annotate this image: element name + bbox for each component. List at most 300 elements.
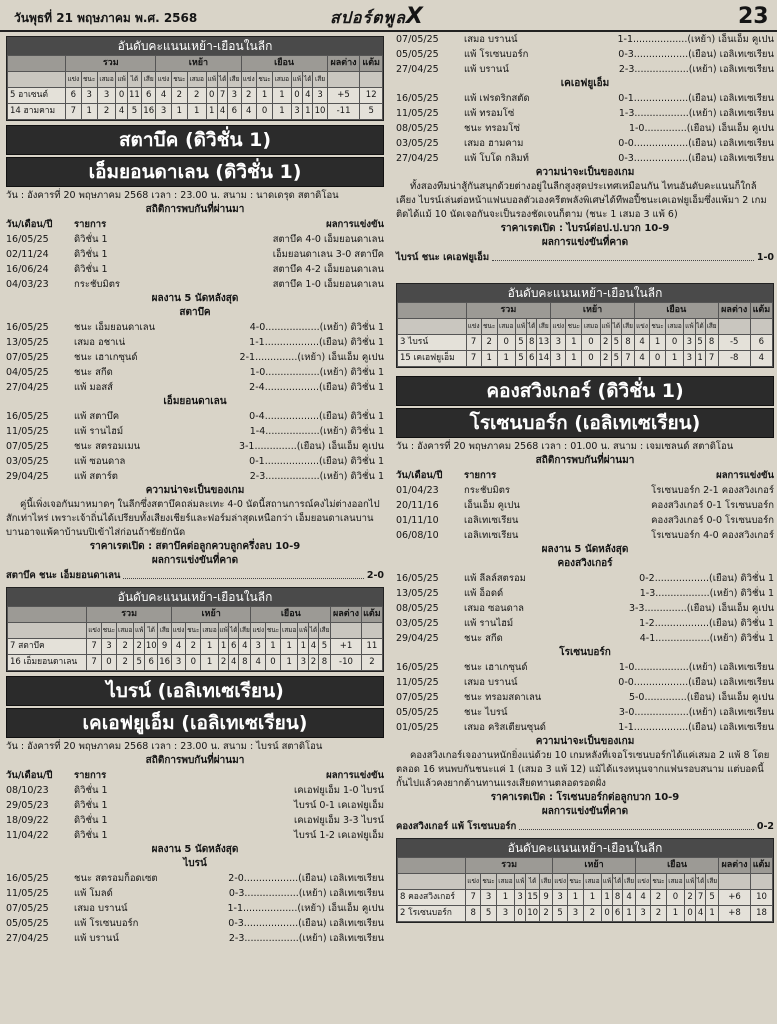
table-cell: 0 xyxy=(265,655,280,671)
table-row xyxy=(8,88,383,104)
result-row xyxy=(6,871,384,886)
table-cell: 4 xyxy=(171,639,185,655)
score-cell: 1-0..................(เหย้า) เอลิเทเซเรียน xyxy=(618,662,774,673)
score-cell: 2-3..................(เหย้า) เอลิเทเซเรียน xyxy=(618,64,774,75)
column-header: แพ้ xyxy=(116,72,127,88)
table-cell: 1 xyxy=(187,104,206,120)
column-header: แพ้ xyxy=(298,623,309,639)
date-cell: 11/05/25 xyxy=(396,677,439,688)
group-header: รวม xyxy=(466,858,553,874)
form-list-m2-teamB xyxy=(396,91,774,166)
table-cell: 7 xyxy=(466,335,481,351)
team-name: 14 ฮามคาม xyxy=(8,104,66,120)
odds-text: ราคาเรตเปิด : สตาบึคต่อลูกควบลูกครึ่งลบ 10-9 xyxy=(89,541,301,552)
table-cell: 2 xyxy=(97,104,116,120)
table-cell: +1 xyxy=(331,639,362,655)
table-cell: 16 xyxy=(158,655,171,671)
group-header: แต้ม xyxy=(750,303,772,319)
score-cell: 2-3..................(เหย้า) เอลิเทเซเรียน xyxy=(228,933,384,944)
result-row xyxy=(396,675,774,690)
table-cell: 7 xyxy=(217,88,227,104)
table-cell: 8 xyxy=(239,655,251,671)
group-header: แต้ม xyxy=(750,858,772,874)
result-row xyxy=(396,32,774,47)
score-cell: ไบรน์ 1-2 เคเอฟยูเอ็ม xyxy=(293,830,384,841)
table-cell: 2 xyxy=(186,639,201,655)
table-cell: 6 xyxy=(142,88,156,104)
result-header: ผลการแข่งขัน xyxy=(326,770,384,781)
team-name: 16 เอ็มยอนดาเลน xyxy=(8,655,87,671)
group-header: รวม xyxy=(66,56,156,72)
table-cell: 1 xyxy=(281,655,298,671)
column-header: แข่ง xyxy=(466,319,481,335)
table-cell: 2 xyxy=(361,655,382,671)
score-cell: 0-0..................(เยือน) เอลิเทเซเรียน xyxy=(618,138,774,149)
h2h-row xyxy=(6,783,384,798)
score-cell: 4-1..................(เหย้า) ดิวิชั่น 1 xyxy=(639,633,774,644)
table-cell: 5 xyxy=(611,351,621,367)
table-cell: 3 xyxy=(228,88,241,104)
table-cell: 2 xyxy=(187,88,206,104)
event-cell: แพ้ รานไฮม์ xyxy=(464,618,514,629)
table-cell: 5 xyxy=(706,890,719,906)
table-cell: 14 xyxy=(537,351,551,367)
table-cell: 1 xyxy=(201,655,218,671)
score-cell: 1-1..................(เหย้า) เอ็นเอ็ม คูเปน xyxy=(617,34,774,45)
team-a-heading: ไบรน์ xyxy=(183,858,207,869)
group-header: ผลต่าง xyxy=(327,56,360,72)
result-row xyxy=(6,320,384,335)
table-cell: +6 xyxy=(719,890,751,906)
score-cell: 0-2..................(เยือน) ดิวิชั่น 1 xyxy=(639,573,774,584)
column-header xyxy=(750,319,772,335)
table-cell: 6 xyxy=(145,655,158,671)
table-cell: 1 xyxy=(481,351,497,367)
score-cell: คองสวิงเกอร์ 0-1 โรเซนบอร์ก xyxy=(651,500,774,511)
score-cell: 0-3..................(เยือน) เอลิเทเซเรียน xyxy=(618,153,774,164)
column-header: ได้ xyxy=(217,72,227,88)
date-cell: 06/08/10 xyxy=(396,530,439,541)
score-cell: 3-0..................(เหย้า) เอลิเทเซเรียน xyxy=(618,707,774,718)
table-cell: 3 xyxy=(636,906,651,922)
group-header: เหย้า xyxy=(553,858,636,874)
event-cell: ดิวิชั่น 1 xyxy=(74,249,108,260)
column-header: เสีย xyxy=(623,874,636,890)
event-cell: แพ้ อ็อดด์ xyxy=(464,588,504,599)
result-row xyxy=(396,660,774,675)
column-header: แข่ง xyxy=(171,623,185,639)
table-cell: 4 xyxy=(116,104,127,120)
group-header: เยือน xyxy=(241,56,327,72)
event-cell: ดิวิชั่น 1 xyxy=(74,234,108,245)
date-cell: 11/05/25 xyxy=(6,888,49,899)
date-cell: 11/05/25 xyxy=(396,108,439,119)
date-cell: 03/05/25 xyxy=(396,138,439,149)
table-cell: 4 xyxy=(750,351,772,367)
event-cell: แพ้ มอสส์ xyxy=(74,382,113,393)
date-cell: 16/05/25 xyxy=(396,573,439,584)
score-cell: 0-3..................(เยือน) เอลิเทเซเรียน xyxy=(228,918,384,929)
table-cell: 4 xyxy=(217,104,227,120)
event-cell: ชนะ เฮาเกซุนด์ xyxy=(74,352,138,363)
table-cell: 4 xyxy=(623,890,636,906)
table-cell: 9 xyxy=(158,639,171,655)
table-cell: 1 xyxy=(665,351,683,367)
table-cell: 4 xyxy=(634,351,649,367)
table-cell: 2 xyxy=(651,906,667,922)
group-header: เหย้า xyxy=(171,607,251,623)
date-cell: 27/04/25 xyxy=(6,933,49,944)
team-col-header xyxy=(8,56,66,72)
column-header: ชนะ xyxy=(566,319,582,335)
table-cell: 0 xyxy=(582,351,600,367)
team-name: 7 สตาบึค xyxy=(8,639,87,655)
column-header: ได้ xyxy=(229,623,239,639)
event-cell: แพ้ บรานน์ xyxy=(464,64,509,75)
date-cell: 01/04/23 xyxy=(396,485,439,496)
date-cell: 01/11/10 xyxy=(396,515,439,526)
column-header: เสมอ xyxy=(281,623,298,639)
group-header: ผลต่าง xyxy=(719,858,751,874)
page-number: 23 xyxy=(738,4,769,29)
table-cell: 8 xyxy=(705,335,718,351)
result-row xyxy=(6,901,384,916)
table-cell: 4 xyxy=(636,890,651,906)
column-header: แพ้ xyxy=(601,874,612,890)
column-header: แข่ง xyxy=(241,72,256,88)
date-cell: 27/04/25 xyxy=(6,382,49,393)
team-col-sub xyxy=(8,72,66,88)
table-cell: 2 xyxy=(600,335,611,351)
table-cell: 2 xyxy=(583,906,601,922)
table-cell: 16 xyxy=(142,104,156,120)
date-cell: 29/04/25 xyxy=(396,633,439,644)
h2h-row xyxy=(6,813,384,828)
column-header: ชนะ xyxy=(81,72,97,88)
score-cell: 2-3..................(เหย้า) ดิวิชั่น 1 xyxy=(249,471,384,482)
column-header: เสมอ xyxy=(583,874,601,890)
column-header: ได้ xyxy=(613,874,623,890)
table-cell: 0 xyxy=(666,890,684,906)
table-cell: 3 xyxy=(171,655,185,671)
table-cell: 5 xyxy=(611,335,621,351)
table-cell: 18 xyxy=(750,906,772,922)
match-block-1 xyxy=(6,125,384,672)
column-header-row xyxy=(398,874,773,890)
column-header: เสีย xyxy=(540,874,553,890)
event-cell: กระชับมิตร xyxy=(464,485,510,496)
match-2-continued xyxy=(396,32,774,265)
result-row xyxy=(396,705,774,720)
score-cell: เคเอฟยูเอ็ม 3-3 ไบรน์ xyxy=(293,815,384,826)
table-cell: 0 xyxy=(256,104,272,120)
result-row xyxy=(396,47,774,62)
table-cell: 5 xyxy=(127,104,141,120)
group-header: เหย้า xyxy=(156,56,241,72)
table-cell: 1 xyxy=(273,88,292,104)
table-cell: 9 xyxy=(540,890,553,906)
result-row xyxy=(6,350,384,365)
result-row xyxy=(6,409,384,424)
team-a-heading: สตาบึค xyxy=(179,307,211,318)
table-cell: 1 xyxy=(583,890,601,906)
group-header: รวม xyxy=(87,607,171,623)
table-cell: 0 xyxy=(101,655,116,671)
table-cell: 1 xyxy=(273,104,292,120)
table-cell: 15 xyxy=(526,890,540,906)
column-header: เสีย xyxy=(705,319,718,335)
table-cell: 0 xyxy=(601,906,612,922)
match-subtitle: เอ็มยอนดาเลน (ดิวิชั่น 1) xyxy=(6,157,384,187)
prediction-heading: ผลการแข่งขันที่คาด xyxy=(541,806,629,817)
event-cell: แพ้ รานไฮม์ xyxy=(74,426,124,437)
result-row xyxy=(396,586,774,601)
column-header: แข่ง xyxy=(636,874,651,890)
date-cell: 05/05/25 xyxy=(6,918,49,929)
standings-title: อันดับคะแนนเหย้า-เยือนในลีก xyxy=(7,588,383,606)
table-cell: 0 xyxy=(497,335,515,351)
date-cell: 03/05/25 xyxy=(396,618,439,629)
table-cell: 1 xyxy=(568,890,584,906)
dot-leader xyxy=(519,819,754,830)
table-cell: -5 xyxy=(718,335,750,351)
team-col-sub xyxy=(8,623,87,639)
date-cell: 16/06/24 xyxy=(6,264,49,275)
column-header: ชนะ xyxy=(265,623,280,639)
group-header: แต้ม xyxy=(361,607,382,623)
team-col-sub xyxy=(398,874,466,890)
column-header: แพ้ xyxy=(600,319,611,335)
prediction-text: ไบรน์ ชนะ เคเอฟยูเอ็ม xyxy=(396,252,490,263)
left-column xyxy=(6,32,384,946)
score-cell: 2-0..................(เยือน) เอลิเทเซเรียน xyxy=(228,873,384,884)
column-header: เสีย xyxy=(158,623,171,639)
column-header: เสมอ xyxy=(497,319,515,335)
table-cell: 0 xyxy=(186,655,201,671)
table-cell: 5 xyxy=(515,351,526,367)
event-cell: ชนะ สตรอมเมน xyxy=(74,441,141,452)
standings-grid xyxy=(7,55,383,120)
table-cell: 3 xyxy=(551,351,566,367)
column-header: ชนะ xyxy=(256,72,272,88)
group-header: เหย้า xyxy=(551,303,635,319)
table-cell: 1 xyxy=(566,335,582,351)
result-row xyxy=(6,365,384,380)
date-cell: 08/05/25 xyxy=(396,123,439,134)
table-cell: 7 xyxy=(66,104,81,120)
date-cell: 27/04/25 xyxy=(396,64,439,75)
table-cell: 6 xyxy=(527,351,537,367)
table-cell: 2 xyxy=(116,655,133,671)
prediction-text: คองสวิงเกอร์ แพ้ โรเซนบอร์ก xyxy=(396,821,517,832)
table-cell: 5 xyxy=(134,655,145,671)
column-header: แพ้ xyxy=(291,72,302,88)
date-cell: 07/05/25 xyxy=(6,441,49,452)
team-name: 5 อาเซนต์ xyxy=(8,88,66,104)
score-cell: 3-3..............(เยือน) เอ็นเอ็ม คูเปน xyxy=(628,603,774,614)
column-header: แพ้ xyxy=(684,319,695,335)
date-cell: 04/05/25 xyxy=(6,367,49,378)
column-header: เสีย xyxy=(621,319,634,335)
h2h-row xyxy=(6,277,384,292)
column-header: แพ้ xyxy=(515,874,526,890)
result-row xyxy=(6,439,384,454)
date-cell: 11/04/22 xyxy=(6,830,49,841)
result-row xyxy=(396,62,774,77)
team-col-header xyxy=(398,303,467,319)
table-cell: 3 xyxy=(97,88,116,104)
analysis-text: คู่นี้เพิ่งเจอกันมาหมาดๆ ในลีกซึ่งสตาบึคถล่มละเทะ 4-0 นัดนี้สถานการณ์คงไม่ต่างออกไปสักเท่าไหร่ เพราะเจ้าถิ่นได้เปรียบทั้งเสียงเชียร์และฟอร์มล่าสุดเหนือกว่า เอ็มยอนดาเลนบานบานอาจแพ้คาบ้านบปิเข้าไส่ก่อนถ้าชัยยักนัด xyxy=(6,499,380,538)
standings-title: อันดับคะแนนเหย้า-เยือนในลีก xyxy=(397,284,773,302)
event-cell: เสมอ บรานน์ xyxy=(464,34,518,45)
date-cell: 29/05/23 xyxy=(6,800,49,811)
table-cell: 7 xyxy=(87,639,101,655)
column-header: ได้ xyxy=(527,319,537,335)
dot-leader xyxy=(123,568,363,579)
table-cell: 5 xyxy=(515,335,526,351)
column-header xyxy=(327,72,360,88)
odds-text: ราคาเรตเปิด : โรเซนบอร์กต่อลูกบวก 10-9 xyxy=(490,792,680,803)
result-row xyxy=(396,106,774,121)
table-cell: 3 xyxy=(684,335,695,351)
prediction-heading: ผลการแข่งขันที่คาด xyxy=(541,237,629,248)
standings-box xyxy=(396,283,774,368)
date-cell: 16/05/25 xyxy=(6,322,49,333)
prediction-heading: ผลการแข่งขันที่คาด xyxy=(151,555,239,566)
column-header: ชนะ xyxy=(481,319,497,335)
score-cell: ไบรน์ 0-1 เคเอฟยูเอ็ม xyxy=(293,800,384,811)
h2h-row xyxy=(396,528,774,543)
h2h-row xyxy=(6,828,384,843)
event-cell: แพ้ โรเซนบอร์ก xyxy=(74,918,139,929)
date-cell: 27/04/25 xyxy=(396,153,439,164)
table-cell: 0 xyxy=(582,335,600,351)
event-cell: แพ้ ทรอมโซ่ xyxy=(464,108,515,119)
event-cell: ดิวิชั่น 1 xyxy=(74,785,108,796)
date-cell: 05/05/25 xyxy=(396,49,439,60)
date-cell: 18/09/22 xyxy=(6,815,49,826)
event-cell: เสมอ บรานน์ xyxy=(464,677,518,688)
column-header: แข่ง xyxy=(553,874,568,890)
result-header: ผลการแข่งขัน xyxy=(326,219,384,230)
table-cell: 2 xyxy=(171,88,187,104)
standings-title: อันดับคะแนนเหย้า-เยือนในลีก xyxy=(7,37,383,55)
column-header xyxy=(719,874,751,890)
date-cell: 13/05/25 xyxy=(6,337,49,348)
prediction-text: สตาบึค ชนะ เอ็มยอนดาเลน xyxy=(6,570,121,581)
table-cell: 0 xyxy=(206,88,217,104)
table-cell: 3 xyxy=(291,104,302,120)
event-header: รายการ xyxy=(464,470,497,481)
table-cell: 2 xyxy=(309,655,319,671)
table-cell: 4 xyxy=(156,88,171,104)
table-cell: 10 xyxy=(145,639,158,655)
prediction-score: 0-2 xyxy=(756,821,774,832)
result-row xyxy=(396,136,774,151)
h2h-row xyxy=(396,483,774,498)
team-b-heading: เคเอฟยูเอ็ม xyxy=(560,78,610,89)
standings-box xyxy=(396,838,774,923)
result-header: ผลการแข่งขัน xyxy=(716,470,774,481)
date-header: วัน/เดือน/ปี xyxy=(6,770,53,781)
match-info: วัน : อังคารที่ 20 พฤษภาคม 2568 เวลา : 23.00 น. สนาม : ไบรน์ สตาดิโอน xyxy=(6,741,323,752)
table-row xyxy=(398,890,773,906)
team-a-heading: คองสวิงเกอร์ xyxy=(557,558,613,569)
event-cell: แพ้ โรเซนบอร์ก xyxy=(464,49,529,60)
table-cell: 1 xyxy=(601,890,612,906)
h2h-row xyxy=(396,513,774,528)
prediction-score: 1-0 xyxy=(756,252,774,263)
score-cell: คองสวิงเกอร์ 0-0 โรเซนบอร์ก xyxy=(651,515,774,526)
table-cell: 13 xyxy=(537,335,551,351)
column-header: เสีย xyxy=(228,72,241,88)
column-header: ชนะ xyxy=(171,72,187,88)
event-cell: ชนะ สกีด xyxy=(74,367,113,378)
score-cell: 0-4..................(เยือน) ดิวิชั่น 1 xyxy=(249,411,384,422)
event-cell: แพ้ สตาร์ต xyxy=(74,471,118,482)
result-row xyxy=(396,690,774,705)
table-cell: 7 xyxy=(621,351,634,367)
table-cell: 2 xyxy=(684,890,695,906)
table-cell: +8 xyxy=(719,906,751,922)
table-cell: 3 xyxy=(553,890,568,906)
standings-grid xyxy=(397,302,773,367)
result-row xyxy=(6,424,384,439)
column-header: เสีย xyxy=(537,319,551,335)
column-header-row xyxy=(8,623,383,639)
score-cell: 1-0..................(เหย้า) ดิวิชั่น 1 xyxy=(249,367,384,378)
score-cell: 0-0..................(เยือน) เอลิเทเซเรียน xyxy=(618,677,774,688)
h2h-header-row xyxy=(396,468,774,483)
team-name: 15 เคเอฟยูเอ็ม xyxy=(398,351,467,367)
table-cell: 0 xyxy=(650,351,666,367)
table-cell: 4 xyxy=(634,335,649,351)
score-cell: 2-4..................(เยือน) ดิวิชั่น 1 xyxy=(249,382,384,393)
score-cell: 2-1..............(เหย้า) เอ็นเอ็ม คูเปน xyxy=(239,352,384,363)
result-row xyxy=(6,380,384,395)
table-cell: 4 xyxy=(239,639,251,655)
group-header: แต้ม xyxy=(360,56,383,72)
date-cell: 29/04/25 xyxy=(6,471,49,482)
result-row xyxy=(6,916,384,931)
table-cell: +5 xyxy=(327,88,360,104)
date-cell: 03/05/25 xyxy=(6,456,49,467)
result-row xyxy=(6,335,384,350)
table-cell: 10 xyxy=(526,906,540,922)
result-row xyxy=(6,931,384,946)
standings-box xyxy=(6,587,384,672)
table-cell: 8 xyxy=(613,890,623,906)
column-header: เสมอ xyxy=(97,72,116,88)
h2h-heading: สถิติการพบกันที่ผ่านมา xyxy=(535,455,635,466)
column-header: เสีย xyxy=(706,874,719,890)
score-cell: 5-0..............(เยือน) เอ็นเอ็ม คูเปน xyxy=(628,692,774,703)
result-row xyxy=(396,571,774,586)
score-cell: โรเซนบอร์ก 4-0 คองสวิงเกอร์ xyxy=(651,530,774,541)
result-row xyxy=(396,91,774,106)
table-cell: 3 xyxy=(156,104,171,120)
analysis-heading: ความน่าจะเป็นของเกม xyxy=(535,167,635,178)
odds-text: ราคาเรตเปิด : ไบรน์ต่อป.ป.บวก 10-9 xyxy=(500,223,670,234)
column-header: ได้ xyxy=(145,623,158,639)
table-cell: 5 xyxy=(481,906,497,922)
event-header: รายการ xyxy=(74,770,107,781)
column-header: ได้ xyxy=(696,874,706,890)
table-cell: 7 xyxy=(87,655,101,671)
column-header: เสมอ xyxy=(116,623,133,639)
column-header: ได้ xyxy=(309,623,319,639)
team-b-heading: เอ็มยอนดาเลน xyxy=(163,396,227,407)
